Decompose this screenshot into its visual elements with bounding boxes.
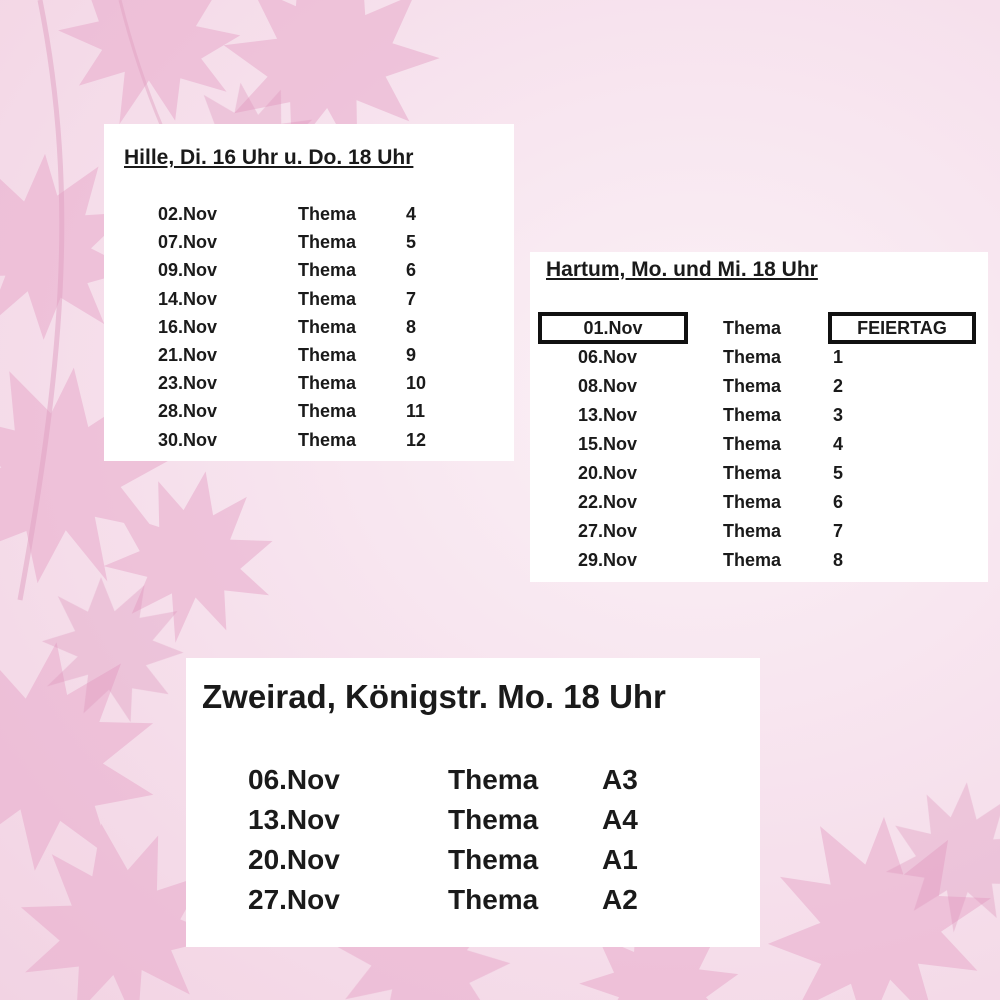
row-date: 02.Nov xyxy=(158,204,218,224)
row-label: Thema xyxy=(723,463,782,483)
schedule-title: Zweirad, Königstr. Mo. 18 Uhr xyxy=(202,678,666,715)
row-date: 20.Nov xyxy=(248,844,340,875)
row-label: Thema xyxy=(298,401,357,422)
row-date: 13.Nov xyxy=(248,804,340,835)
row-label: Thema xyxy=(448,804,539,835)
schedule-title: Hartum, Mo. und Mi. 18 Uhr xyxy=(546,258,818,281)
row-value: 6 xyxy=(833,492,844,512)
row-date: 23.Nov xyxy=(158,373,218,394)
row-value: A4 xyxy=(602,804,638,835)
schedule-card-hille xyxy=(104,124,514,461)
row-date: 30.Nov xyxy=(158,429,218,450)
row-date: 15.Nov xyxy=(578,434,638,454)
row-label: Thema xyxy=(723,550,782,570)
row-value: 7 xyxy=(406,288,417,309)
row-date: 20.Nov xyxy=(578,463,638,483)
row-value: 3 xyxy=(833,405,844,425)
row-label: Thema xyxy=(448,884,539,915)
row-label: Thema xyxy=(298,373,357,394)
row-date: 06.Nov xyxy=(248,764,340,795)
row-label: Thema xyxy=(298,316,357,337)
row-date: 21.Nov xyxy=(158,345,218,365)
row-value: 10 xyxy=(406,373,427,394)
row-date: 07.Nov xyxy=(158,232,218,253)
row-value: 12 xyxy=(406,429,427,450)
row-date: 16.Nov xyxy=(158,316,218,337)
row-label: Thema xyxy=(723,492,782,512)
row-label: Thema xyxy=(298,260,357,281)
row-label: Thema xyxy=(723,376,782,396)
row-value: 6 xyxy=(406,260,417,281)
row-value: 9 xyxy=(406,345,417,365)
row-value: 11 xyxy=(406,401,426,422)
row-label: Thema xyxy=(448,764,539,795)
row-label: Thema xyxy=(723,347,782,367)
schedule-card-hartum xyxy=(530,252,988,582)
row-value: 5 xyxy=(406,232,417,253)
row-label: Thema xyxy=(723,405,782,425)
schedule-title: Hille, Di. 16 Uhr u. Do. 18 Uhr xyxy=(124,146,414,169)
row-value: 8 xyxy=(833,550,844,570)
row-value: FEIERTAG xyxy=(828,312,976,344)
row-date: 06.Nov xyxy=(578,347,638,367)
row-date: 27.Nov xyxy=(578,521,638,541)
row-date: 27.Nov xyxy=(248,884,340,915)
row-label: Thema xyxy=(723,434,782,454)
row-date: 28.Nov xyxy=(158,401,218,422)
row-label: Thema xyxy=(448,844,539,875)
row-date: 29.Nov xyxy=(578,550,638,570)
schedule-card-zweirad xyxy=(186,658,760,947)
row-label: Thema xyxy=(298,288,357,309)
row-label: Thema xyxy=(723,521,782,541)
row-date: 09.Nov xyxy=(158,260,218,281)
row-value: 4 xyxy=(833,434,844,454)
row-value: 1 xyxy=(833,347,844,367)
row-label: Thema xyxy=(298,204,357,224)
row-date: 01.Nov xyxy=(538,312,688,344)
row-value: 7 xyxy=(833,521,844,541)
row-date: 22.Nov xyxy=(578,492,638,512)
row-value: A2 xyxy=(602,884,638,915)
row-label: Thema xyxy=(723,318,782,338)
row-value: A1 xyxy=(602,844,638,875)
row-value: 4 xyxy=(406,204,417,224)
row-date: 14.Nov xyxy=(158,288,218,309)
row-date: 08.Nov xyxy=(578,376,638,396)
row-label: Thema xyxy=(298,345,357,365)
row-label: Thema xyxy=(298,429,357,450)
row-value: 5 xyxy=(833,463,844,483)
row-value: A3 xyxy=(602,764,638,795)
row-value: 2 xyxy=(833,376,844,396)
row-label: Thema xyxy=(298,232,357,253)
row-value: 8 xyxy=(406,316,417,337)
row-date: 13.Nov xyxy=(578,405,638,425)
